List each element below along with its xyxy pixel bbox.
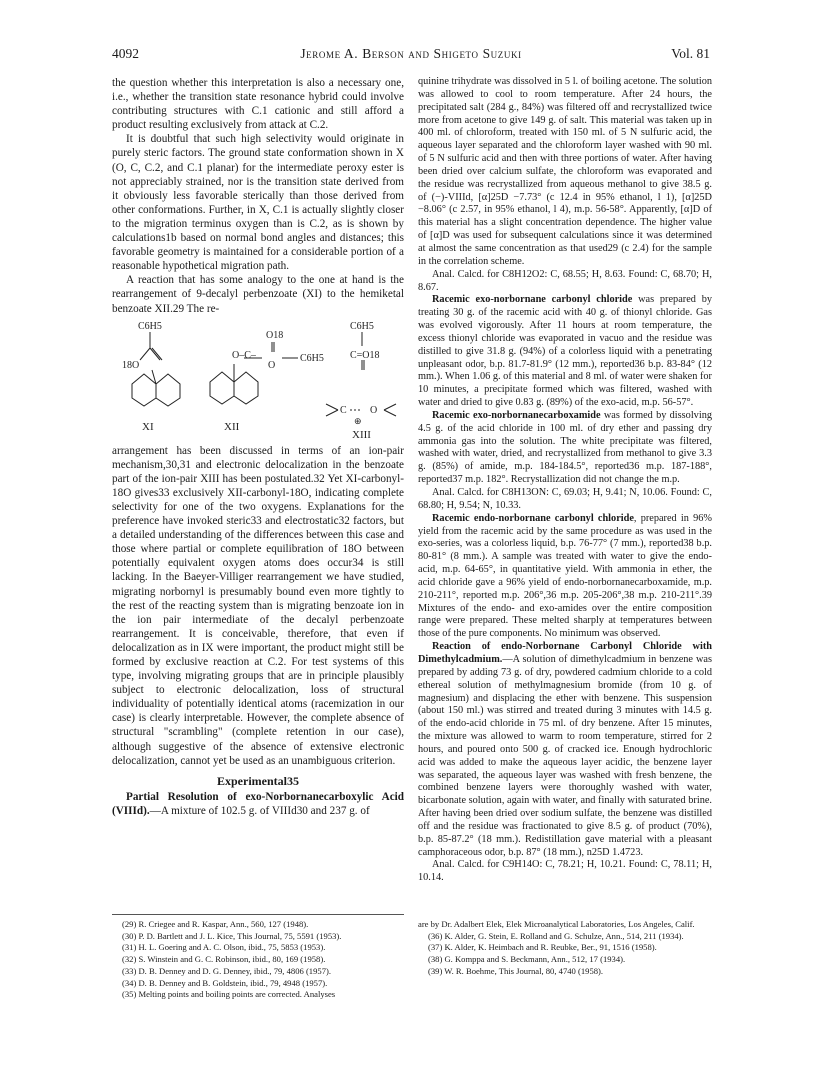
paragraph-heading: Racemic exo-norbornanecarboxamide [432,409,601,421]
running-header [112,46,710,66]
footnote: (32) S. Winstein and G. C. Robinson, ibid., 80, 169 (1958). [122,954,326,965]
formula-label: O–C– [232,349,256,361]
paragraph: Anal. Calcd. for C9H14O: C, 78.21; H, 10.21. Found: C, 78.11; H, 10.14. [418,859,712,884]
footnote: (30) P. D. Bartlett and J. L. Kice, This Journal, 75, 5591 (1953). [122,930,342,941]
structure-label-xi: XI [142,420,154,433]
footnote: (33) D. B. Denney and D. G. Denney, ibid., 79, 4806 (1957). [122,965,331,976]
paragraph: quinine trihydrate was dissolved in 5 l. of boiling acetone. The solution was allowed to cool to room temperature. After 24 hours, the precipitated salt (284 g., 84%) was filtered off and recrystallized twice more from acetone to give 149 g. of salt. This material was taken up in 400 ml. of chloroform, treated with 150 ml. of 5 N sulfuric acid, the aqueous layer separated and the chloroform layer washed with 90 ml. of 5 N sulfuric acid and then with three portions of water. After having been dried over calcium sulfate, the chloroform was evaporated and the residue was recrystallized from aqueous methanol to give 38.5 g. of (−)-VIIId, [α]25D −7.73° (c 12.4 in 95% ethanol, l 1), [α]25D −8.06° (c 2.57, in 95% ethanol, l 4), m.p. 56-58°. Apparently, [α]D of this material has a slight concentration dependence. The higher value of [α]D was used for subsequent calculations since it was determined at almost the same concentration as that used29 (c 2.4) for the sample in the correlation scheme. [418,76,712,267]
footnote: (31) H. L. Goering and A. C. Olson, ibid., 75, 5853 (1953). [122,942,326,953]
paragraph [418,513,712,641]
paragraph-text: —A solution of dimethylcadmium in benzene was prepared by adding 73 g. of dry, powdered cadmium chloride to a cold ethereal solution of methylmagnesium bromide (from 10 g. of magnesium) and displacing the ether with benzene. This suspension (about 150 ml.) was stirred and treated during 3 minutes with 14.5 g. of the endo-acid chloride in 75 ml. of dry benzene. After 15 minutes, the mixture was allowed to warm to room temperature, stirred for 2 hours, and poured onto 500 g. of cracked ice. Enough hydrochloric acid was added to make the aqueous layer acidic, the benzene layer was separated, the aqueous layer was washed with fresh benzene, the combined benzene layers were thoroughly washed with water, bicarbonate solution, again with water, and finally with saturated brine. After having been dried over sodium sulfate, the benzene was distilled off and the residue was fractionated to give 8.5 g. of product (70%), b.p. 85-87.2° (18 mm.). Redistillation gave material with a pleasant camphoraceous odor, b.p. 87° (18 mm.), n25D 1.4723. [418,653,712,858]
footnote: (34) D. B. Denney and B. Goldstein, ibid., 79, 4948 (1957). [122,977,328,988]
paragraph-text: was formed by dissolving 4.5 g. of the acid chloride in 100 ml. of dry ether and passing dry ammonia gas into the solution. The white precipitate was filtered, washed with water, dried, and recrystallized from methanol to give 3.3 g. (85%) of amide, m.p. 184-184.5°, reported36 m.p. 187-188°, reported37 m.p. 182°. Recrystallization did not change the m.p. [418,409,712,486]
paragraph: A reaction that has some analogy to the one at hand is the rearrangement of 9-decalyl perbenzoate (XI) to the hemiketal benzoate XII.29 The re- [112,274,404,315]
paragraph: Anal. Calcd. for C8H12O2: C, 68.55; H, 8.63. Found: C, 68.70; H, 8.67. [418,268,712,293]
footnote: are by Dr. Adalbert Elek, Elek Microanalytical Laboratories, Los Angeles, Calif. [418,919,695,929]
structure-label-xiii: XIII [352,428,371,441]
paragraph-heading: Partial Resolution of exo-Norbornanecarboxylic Acid (VIIId). [112,790,404,817]
paragraph-heading: Reaction of endo-Norbornane Carbonyl Chloride with Dimethylcadmium. [418,641,712,665]
formula-label: C [340,404,347,416]
footnote: (36) K. Alder, G. Stein, E. Rolland and G. Schulze, Ann., 514, 211 (1934). [428,930,684,941]
volume-label: Vol. 81 [671,46,710,61]
running-authors: Jerome A. Berson and Shigeto Suzuki [300,46,522,61]
paragraph: It is doubtful that such high selectivity would originate in purely steric factors. The ground state conformation shown in X (O, C, C.2, and C.1 planar) for the intermediate peroxy ester is not appreciably strained, nor is the transition state derived from it obviously less favorable sterically than those derived from other conformations. Further, in X, C.1 is actually slightly closer to the migration terminus oxygen than is C.2, as is shown by calculations1b based on normal bond angles and distances; this favorable geometry is maintained for a considerable portion of a reasonable hypothetical migration path. [112,133,404,273]
formula-label: ⊕ [354,415,362,426]
left-column [112,76,404,818]
paragraph: arrangement has been discussed in terms of an ion-pair mechanism,30,31 and electronic delocalization in the benzoate part of the ion-pair XIII has been postulated.32 Yet XI-carbonyl-18O gives33 exclusively XII-carbonyl-18O, indicating complete selectivity for one of the two oxygens. Explanations for the preference have invoked steric33 and electrostatic32 factors, but a detailed understanding of the differences between this case and those where partial or complete equilibration of 18O between potentially equivalent oxygen atoms does occur34 is still lacking. In the Baeyer-Villiger rearrangement we have studied, migrating norbornyl is presumably bound even more tightly to the rest of the reacting system than is migrating benzoate ion in the ion pair intermediate of the decalyl perbenzoate rearrangement. It is conceivable, therefore, that even if delocalization as in IX were important, the product might still be formed by exclusive reaction at C.2. For test systems of this type, involving migrating groups that are in principle plausibly subject to electronic delocalization, loss of structural individuality of potentially identical atoms (racemization in our case) is clearly interpretable. However, the complete absence of structural "scrambling" (complete retention in our case), although suggestive of the absence of extensive electronic delocalization, cannot yet be used as an unambiguous criterion. [112,444,404,767]
footnotes-left [112,914,404,1001]
paragraph [418,294,712,410]
paragraph: the question whether this interpretation is also a necessary one, i.e., whether the transition state resonance hybrid could involve contributing structures with C.1 cationic and still afford a product resulting exclusively from attack at C.2. [112,77,404,132]
paragraph-heading: Racemic exo-norbornane carbonyl chloride [432,294,633,306]
formula-label: O18 [266,329,284,341]
structure-label-xii: XII [224,420,240,433]
footnotes-right [418,914,712,978]
footnote: (37) K. Alder, K. Heimbach and R. Reubke, Ber., 91, 1516 (1958). [428,942,657,953]
formula-label: O [268,359,276,371]
formula-label: O [370,404,378,416]
section-title: Experimental35 [217,773,299,788]
paragraph [112,790,404,818]
formula-label: 18O [122,359,140,371]
formula-label: C6H5 [350,320,374,332]
formula-label: C6H5 [138,320,162,332]
footnote: (35) Melting points and boiling points are corrected. Analyses [122,989,336,1000]
paragraph-text: —A mixture of 102.5 g. of VIIId30 and 237 g. of [149,804,370,817]
paragraph-text: , prepared in 96% yield from the racemic acid by the same procedure as was used in the exo-series, was a colorless liquid, b.p. 76-77° (7 mm.), reported38 b.p. 80-81° (8 mm.). A sample was treated with water to give the endo-acid, m.p. 64-65°, in quantitative yield. With ammonia in ether, the acid chloride gave a 96% yield of endo-norbornanecarboxamide, m.p. 210-211°, reported m.p. 206°,36 m.p. 205-206°,38 m.p. 210-211°.39 Mixtures of the endo- and exo-amides over the entire composition range were prepared. These melted sharply at temperatures between those of the pure components. No minimum was observed. [418,512,712,640]
paragraph-text: was prepared by treating 30 g. of the racemic acid with 40 g. of thionyl chloride. Gas was evolved vigorously. After 11 hours at room temperature, the excess thionyl chloride was evaporated in vacuo and the residue was distilled to give 31.8 g. (94%) of a colorless liquid with a penetrating unpleasant odor, b.p. 81.7-81.9° (12 mm.), reported36 b.p. 83-84° (12 mm.). When 1.06 g. of this material and 8 ml. of water were shaken for 10 minutes, a precipitate formed which was filtered, washed with water and dried to give 0.83 g. (89%) of the exo-acid, m.p. 56-57°. [418,294,712,409]
footnote: (29) R. Criegee and R. Kaspar, Ann., 560, 127 (1948). [122,919,309,929]
right-column [418,76,712,885]
paragraph [418,641,712,859]
paragraph [418,410,712,487]
formula-label: C6H5 [300,352,324,364]
formula-label: C=O18 [350,349,380,361]
paragraph: Anal. Calcd. for C8H13ON: C, 69.03; H, 9.41; N, 10.06. Found: C, 68.80; H, 9.54; N, 10.33. [418,487,712,511]
footnote: (39) W. R. Boehme, This Journal, 80, 4740 (1958). [428,965,604,976]
structures-svg [112,318,404,442]
footnote: (38) G. Komppa and S. Beckmann, Ann., 512, 17 (1934). [428,954,626,965]
chemical-structures-figure [112,318,404,442]
paragraph-heading: Racemic endo-norbornane carbonyl chloride [432,512,634,524]
page-number: 4092 [112,46,139,61]
